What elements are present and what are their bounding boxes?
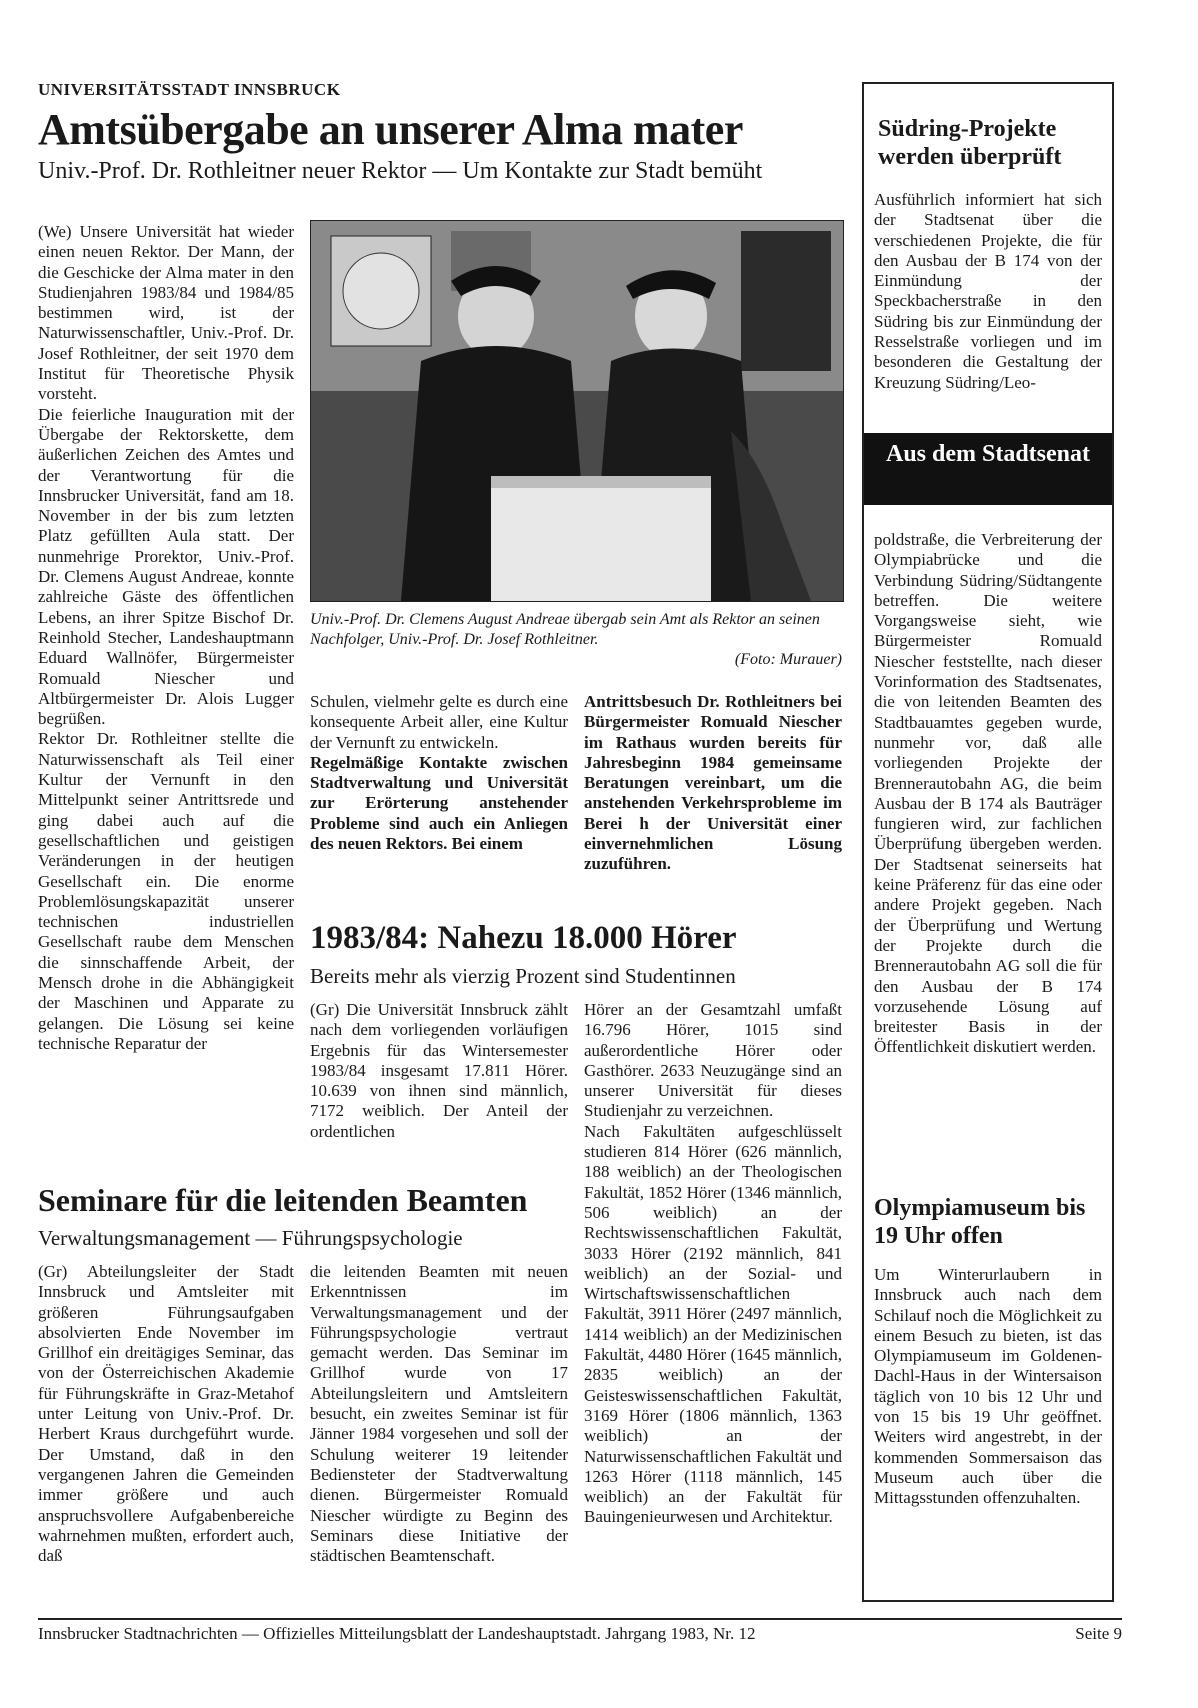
- article1-column2: [310, 692, 568, 854]
- page-headline: Amtsübergabe an unserer Alma mater: [38, 105, 743, 154]
- article1-paragraph: Die feierliche Inauguration mit der Übergabe der Rektorskette, dem äußerlichen Zeichen des Amtes und der Verantwortung für die Innsbrucker Universität, fand am 18. November in der bis zum letzten Platz gefüllten Aula statt. Der nunmehrige Prorektor, Univ.-Prof. Dr. Clemens August Andreae, konnte zahlreiche Gäste des öffentlichen Lebens, an ihrer Spitze Bischof Dr. Reinhold Stecher, Landeshauptmann Eduard Wallnöfer, Bürgermeister Romuald Niescher und Altbürgermeister Dr. Alois Lugger begrüßen.: [38, 404, 294, 729]
- article2-headline: 1983/84: Nahezu 18.000 Hörer: [310, 920, 737, 956]
- sidebar-text-olympiamuseum: [874, 1265, 1102, 1509]
- photo-illustration: [311, 221, 843, 601]
- article2-paragraph: (Gr) Die Universität Innsbruck zählt nach dem vorliegenden vorläufigen Ergebnis für das Wintersemester 1983/84 insgesamt 17.811 Hörer. 10.639 von ihnen sind männlich, 7172 weiblich. Der Anteil der ordentlichen: [310, 1000, 568, 1141]
- article3-paragraph: (Gr) Abteilungsleiter der Stadt Innsbruck und Amtsleiter mit größeren Führungsaufgaben absolvierten Ende November im Grillhof ein dreitägiges Seminar, das von der Österreichischen Akademie für Führungskräfte in Graz-Metahof unter Leitung von Univ.-Prof. Dr. Herbert Kraus durchgeführt wurde. Der Umstand, daß in den vergangenen Jahren die Gemeinden immer größere und auch anspruchsvollere Aufgabenbereiche wahrnehmen mußten, erfordert auch, daß: [38, 1262, 294, 1566]
- article2-column2: [584, 1000, 842, 1528]
- inauguration-photo: [310, 220, 844, 602]
- article1-column3: [584, 692, 842, 875]
- article1-bold-paragraph: Antrittsbesuch Dr. Rothleitners bei Bürgermeister Romuald Niescher im Rathaus wurden bereits für Jahresbeginn 1984 gemeinsame Beratungen vereinbart, um die anstehenden Verkehrsprobleme im Berei h der Universität einer einvernehmlichen Lösung zuzuführen.: [584, 692, 842, 874]
- article1-paragraph: Schulen, vielmehr gelte es durch eine konsequente Arbeit aller, eine Kultur der Vernunft zu entwickeln.: [310, 692, 568, 752]
- article1-paragraph: (We) Unsere Universität hat wieder einen neuen Rektor. Der Mann, der die Geschicke der Alma mater in den Studienjahren 1983/84 und 1984/85 bestimmen wird, ist der Naturwissenschaftler, Univ.-Prof. Dr. Josef Rothleitner, der seit 1970 dem Institut für Theoretische Physik vorsteht.: [38, 222, 294, 404]
- article3-column1: [38, 1262, 294, 1566]
- stadtsenat-box: Aus dem Stadtsenat: [864, 433, 1112, 505]
- sidebar-paragraph: Ausführlich informiert hat sich der Stadtsenat über die verschiedenen Projekte, die für den Ausbau der B 174 von der Einmündung der Speckbacherstraße in den Südring bis zur Einmündung der Resselstraße vorliegen und im besonderen die Gestaltung der Kreuzung Südring/Leo-: [874, 190, 1102, 392]
- sidebar-headline-suedring: Südring-Projekte werden überprüft: [878, 116, 1062, 170]
- article3-headline: Seminare für die leitenden Beamten: [38, 1182, 528, 1218]
- page-subhead: Univ.-Prof. Dr. Rothleitner neuer Rektor — Um Kontakte zur Stadt bemüht: [38, 158, 763, 184]
- sidebar-text-stadtsenat: [874, 530, 1102, 1058]
- sidebar-text-suedring: [874, 190, 1102, 393]
- article1-bold-paragraph: Regelmäßige Kontakte zwischen Stadtverwaltung und Universität zur Erörterung anstehender Probleme sind auch ein Anliegen des neuen Rektors. Bei einem: [310, 752, 568, 854]
- sidebar-paragraph: poldstraße, die Verbreiterung der Olympiabrücke und die Verbindung Südring/Südtangente betreffen. Die weitere Vorgangsweise sieht, wie Bürgermeister Romuald Niescher feststellte, nach dieser Vorinformation des Stadtsenates, die von leitenden Beamten des Stadtbauamtes gegeben wurde, nunmehr vor, daß alle vorliegenden Projekte der Brennerautobahn AG, die beim Ausbau der B 174 als Bauträger fungieren wird, zur fachlichen Überprüfung übergeben werden. Der Stadtsenat seinerseits hat keine Präferenz für das eine oder andere Projekt gegeben. Nach der Überprüfung und Wertung der Projekte durch die Brennerautobahn AG soll die für den Ausbau der B 174 vorzusehende Lösung auf breitester Basis in der Öffentlichkeit diskutiert werden.: [874, 530, 1102, 1057]
- article2-paragraph: Nach Fakultäten aufgeschlüsselt studieren 814 Hörer (626 männlich, 188 weiblich) an der Theologischen Fakultät, 1852 Hörer (1346 männlich, 506 weiblich) an der Rechtswissenschaftlichen Fakultät, 3033 Hörer (2192 männlich, 841 weiblich) an der Sozial- und Wirtschaftswissenschaftlichen Fakultät, 3911 Hörer (2497 männlich, 1414 weiblich) an der Medizinischen Fakultät, 4480 Hörer (1645 männlich, 2835 weiblich) an der Geisteswissenschaftlichen Fakultät, 3169 Hörer (1806 männlich, 1363 weiblich) an der Naturwissenschaftlichen Fakultät und 1263 Hörer (1118 männlich, 145 weiblich) an der Fakultät für Bauingenieurwesen und Architektur.: [584, 1121, 842, 1527]
- article2-paragraph: Hörer an der Gesamtzahl umfaßt 16.796 Hörer, 1015 sind außerordentliche Hörer oder Gasthörer. 2633 Neuzugänge sind an unserer Universität für dieses Studienjahr zu verzeichnen.: [584, 1000, 842, 1121]
- article3-column2: [310, 1262, 568, 1566]
- sidebar-headline-olympiamuseum: Olympiamuseum bis 19 Uhr offen: [874, 1195, 1086, 1249]
- sidebar-paragraph: Um Winterurlaubern in Innsbruck auch nach dem Schilauf noch die Möglichkeit zu einem Besuch zu bieten, ist das Olympiamuseum im Goldenen-Dachl-Haus in der Wintersaison täglich von 10 bis 12 Uhr und von 15 bis 19 Uhr geöffnet. Weiters wird angestrebt, in der kommenden Sommersaison das Museum auch über die Mittagsstunden offenzuhalten.: [874, 1265, 1102, 1508]
- article2-subhead: Bereits mehr als vierzig Prozent sind Studentinnen: [310, 964, 736, 988]
- photo-caption: [310, 610, 842, 670]
- page-number: Seite 9: [1075, 1624, 1122, 1643]
- article3-paragraph: die leitenden Beamten mit neuen Erkenntnissen im Verwaltungsmanagement und der Führungspsychologie vertraut gemacht werden. Das Seminar im Grillhof wurde von 17 Abteilungsleitern und Amtsleitern besucht, ein zweites Seminar ist für Jänner 1984 vorgesehen und soll der Schulung weiterer 19 leitender Bediensteter der Stadtverwaltung dienen. Bürgermeister Romuald Niescher würdigte zu Beginn des Seminars diese Initiative der städtischen Beamtenschaft.: [310, 1262, 568, 1566]
- footer-text: Innsbrucker Stadtnachrichten — Offizielles Mitteilungsblatt der Landeshauptstadt. Jahrgang 1983, Nr. 12: [38, 1624, 756, 1643]
- kicker: UNIVERSITÄTSSTADT INNSBRUCK: [38, 80, 341, 99]
- photo-credit: (Foto: Murauer): [734, 651, 842, 668]
- caption-text: Univ.-Prof. Dr. Clemens August Andreae übergab sein Amt als Rektor an seinen Nachfolger, Univ.-Prof. Dr. Josef Rothleitner.: [310, 611, 820, 648]
- article2-column1: [310, 1000, 568, 1142]
- article3-subhead: Verwaltungsmanagement — Führungspsychologie: [38, 1226, 463, 1250]
- article1-paragraph: Rektor Dr. Rothleitner stellte die Naturwissenschaft als Teil einer Kultur der Vernunft in den Mittelpunkt seiner Antrittsrede und ging dabei auch auf die gesellschaftlichen und geistigen Veränderungen in der heutigen Gesellschaft ein. Die enorme Problemlösungskapazität unserer technischen industriellen Gesellschaft raube dem Menschen die sinnschaffende Arbeit, der Mensch drohe in die Abhängigkeit der Maschinen und Apparate zu gelangen. Die Lösung sei keine technische Reparatur der: [38, 729, 294, 1053]
- page-footer: [38, 1618, 1122, 1644]
- article1-column1: [38, 222, 294, 1054]
